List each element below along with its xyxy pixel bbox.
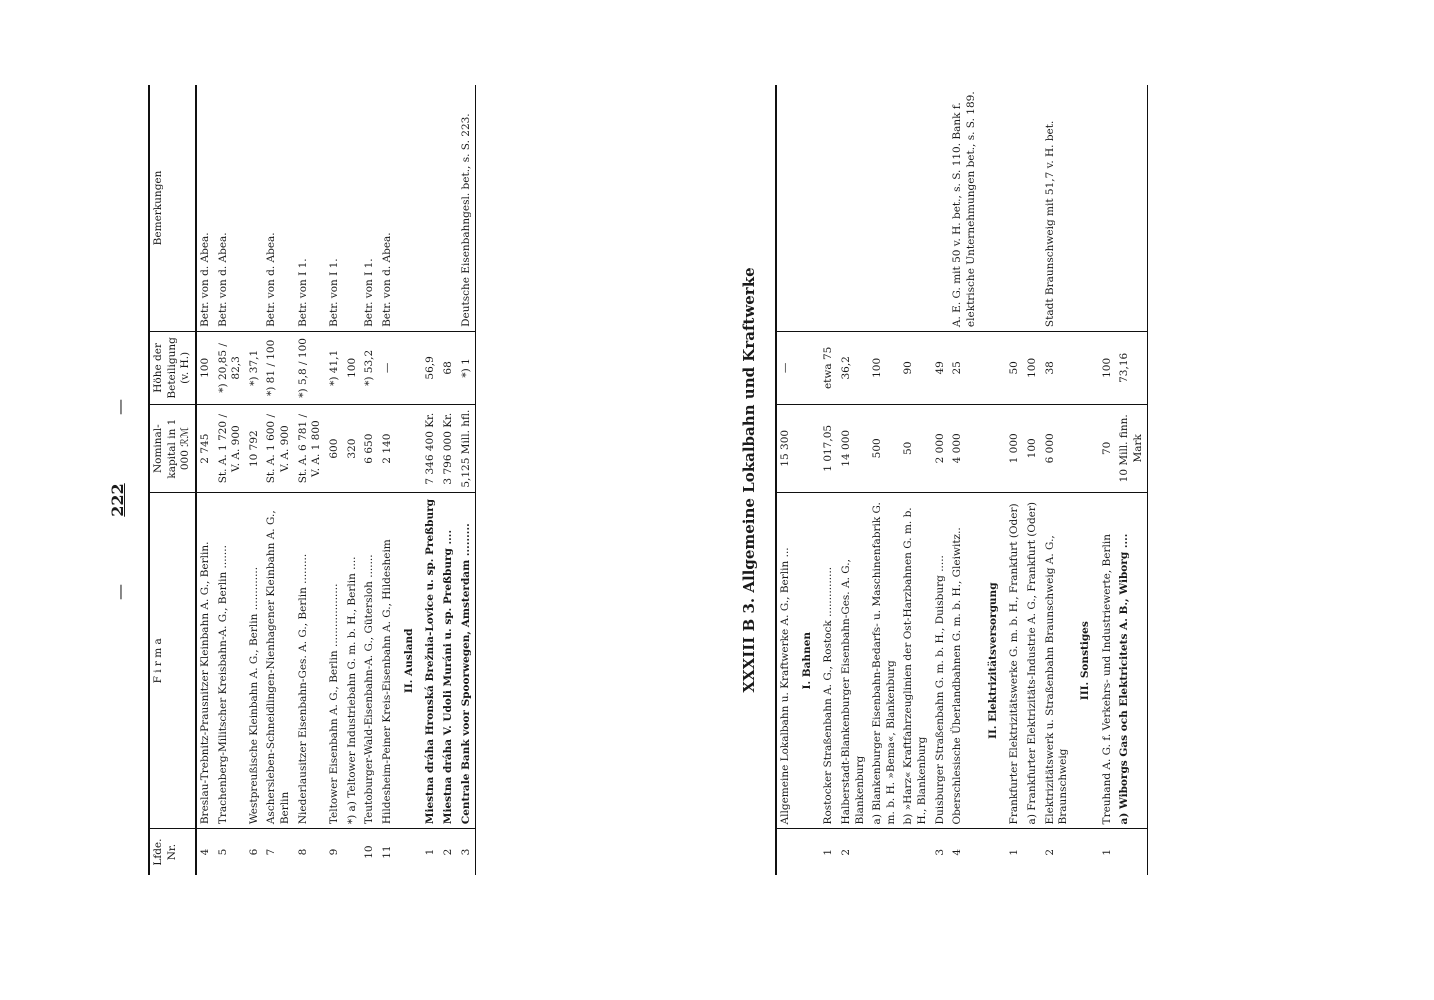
row-firma: Centrale Bank voor Spoorwegen, Amsterdam ......... [458,493,476,829]
row-nr [795,829,821,875]
row-hoehe: 49 [932,332,950,405]
row-hoehe: 25 [949,332,980,405]
row-hoehe: *) 5,8 / 100 [295,331,326,404]
digitization-sidebar [1408,0,1434,1000]
row-nr: 1 [422,829,440,875]
page-dash-left: — [110,584,129,600]
table-row [838,85,869,875]
row-kapital: 7 346 400 Kr. [422,404,440,493]
row-bemerkung: Betr. von d. Abea. [265,232,278,327]
row-firma: Niederlausitzer Eisenbahn-Ges. A. G., Berlin ......... [295,493,326,829]
row-kapital: 6 650 [361,404,379,493]
table-row [326,85,344,875]
row-hoehe: 100 [344,331,362,404]
section-heading: III. Sonstiges [1073,493,1099,829]
row-firma: Allgemeine Lokalbahn u. Kraftwerke A. G., Berlin ... [776,493,795,829]
page-dash-right: — [110,399,129,415]
row-bemerkung: A. E. G. mit 50 v. H. bet., s. S. 110. Bank f. elektrische Unternehmungen bet., s. S. 189. [951,91,978,328]
holdings-table-1 [148,85,476,875]
row-nr: 4 [949,829,980,875]
row-nr [344,829,362,875]
row-hoehe: 100 [1024,332,1042,405]
row-hoehe: *) 37,1 [246,331,264,404]
row-hoehe: 100 [1099,332,1117,405]
table-row [379,85,397,875]
table-body [196,85,476,875]
row-firma: Elektrizitätswerk u. Straßenbahn Braunschweig A. G., Braunschweig [1042,493,1073,829]
row-nr [1073,829,1099,875]
table-row [869,85,900,875]
row-hoehe: 50 [1006,332,1024,405]
row-kapital: 320 [344,404,362,493]
row-bemerkung [981,85,1007,332]
table-row [1006,85,1024,875]
row-hoehe: 73,16 [1116,332,1148,405]
row-kapital: 6 000 [1042,404,1073,492]
table-row [263,85,294,875]
table-row [196,85,215,875]
table-row [422,85,440,875]
row-bemerkung: Deutsche Eisenbahngesl. bet., s. S. 223. [458,85,476,331]
row-bemerkung [900,85,931,332]
row-nr: 8 [295,829,326,875]
table-body [776,85,1148,875]
row-firma: Breslau-Trebnitz-Prausnitzer Kleinbahn A. G., Berlin. [196,493,215,829]
row-bemerkung [1116,85,1148,332]
section-title: XXXIII B 3. Allgemeine Lokalbahn und Kraftwerke [740,267,758,693]
row-bemerkung: Stadt Braunschweig mit 51,7 v. H. bet. [1043,120,1056,328]
row-bemerkung [838,85,869,332]
row-hoehe [1073,332,1099,405]
row-firma: Miestna dráha V. Udoli Muráni u. sp. Preßburg .... [440,493,458,829]
row-bemerkung [795,85,821,332]
row-hoehe [981,332,1007,405]
row-bemerkung: Betr. von I 1. [296,258,309,327]
table-row [458,85,476,875]
row-bemerkung [820,85,838,332]
row-kapital [397,404,423,493]
row-hoehe: 68 [440,331,458,404]
table-row [932,85,950,875]
row-bemerkung [344,85,362,331]
row-nr: 10 [361,829,379,875]
row-kapital: 100 [1024,404,1042,492]
table-row [361,85,379,875]
row-nr: 3 [932,829,950,875]
row-kapital: 2 000 [932,404,950,492]
row-firma: Duisburger Straßenbahn G. m. b. H., Duisburg ..... [932,493,950,829]
table-row [1024,85,1042,875]
col-firma: F i r m a [149,493,196,829]
row-firma: a) Blankenburger Eisenbahn-Bedarfs- u. Maschinenfabrik G. m. b. H. »Bema«, Blankenburg [869,493,900,829]
row-bemerkung: Betr. von I 1. [363,258,376,327]
row-kapital: 50 [900,404,931,492]
row-kapital: 14 000 [838,404,869,492]
row-nr: 2 [1042,829,1073,875]
row-hoehe: 36,2 [838,332,869,405]
row-firma: Treuhand A. G. f. Verkehrs- und Industriewerte, Berlin [1099,493,1117,829]
table-row [1042,85,1073,875]
row-hoehe: *) 53,2 [361,331,379,404]
row-nr [1024,829,1042,875]
table-row [246,85,264,875]
row-hoehe: 100 [196,331,215,404]
row-kapital: 600 [326,404,344,493]
row-kapital [1073,404,1099,492]
row-hoehe: *) 1 [458,331,476,404]
row-hoehe: 90 [900,332,931,405]
row-kapital: 500 [869,404,900,492]
row-hoehe [397,331,423,404]
row-kapital: 2 140 [379,404,397,493]
section-heading: II. Ausland [397,493,423,829]
table-row [344,85,362,875]
row-nr: 7 [263,829,294,875]
table-row [440,85,458,875]
page-number: 222 [108,483,127,517]
row-nr: 2 [838,829,869,875]
row-firma: Teutoburger-Wald-Eisenbahn-A. G., Gütersloh ....... [361,493,379,829]
row-nr: 3 [458,829,476,875]
row-kapital: 10 Mill. finn. Mark [1116,404,1148,492]
row-nr [900,829,931,875]
row-kapital: 10 792 [246,404,264,493]
row-nr: 1 [1099,829,1117,875]
row-bemerkung [397,85,423,331]
table-row [900,85,931,875]
row-firma: Teltower Eisenbahn A. G., Berlin ................... [326,493,344,829]
row-nr [397,829,423,875]
row-nr: 9 [326,829,344,875]
row-bemerkung [1073,85,1099,332]
section-heading-row [795,85,821,875]
row-firma: Frankfurter Elektrizitätswerke G. m. b. H., Frankfurt (Oder) [1006,493,1024,829]
row-firma: *) a) Teltower Industriebahn G. m. b. H., Berlin .... [344,493,362,829]
row-nr: 11 [379,829,397,875]
row-bemerkung [932,85,950,332]
row-firma: Rostocker Straßenbahn A. G., Rostock ............... [820,493,838,829]
row-hoehe: 38 [1042,332,1073,405]
row-bemerkung: Betr. von I 1. [328,258,341,327]
row-kapital: 3 796 000 Kr. [440,404,458,493]
row-bemerkung: Betr. von d. Abea. [216,232,229,327]
row-hoehe: *) 41,1 [326,331,344,404]
row-hoehe: 100 [869,332,900,405]
row-firma: Westpreußische Kleinbahn A. G., Berlin ............. [246,493,264,829]
row-nr: 5 [215,829,246,875]
row-bemerkung [422,85,440,331]
row-nr [776,829,795,875]
row-kapital: 4 000 [949,404,980,492]
table-row [949,85,980,875]
row-hoehe: *) 20,85 / 82,3 [215,331,246,404]
row-kapital: 70 [1099,404,1117,492]
section-heading: II. Elektrizitätsversorgung [981,493,1007,829]
row-nr [869,829,900,875]
row-firma: b) »Harz« Kraftfahrzeuglinien der Ost-Harzbahnen G. m. b. H., Blankenburg [900,493,931,829]
table-row [820,85,838,875]
table-row [215,85,246,875]
table-row [776,85,795,875]
row-nr: 1 [1006,829,1024,875]
row-firma: a) Frankfurter Elektrizitäts-Industrie A. G., Frankfurt (Oder) [1024,493,1042,829]
col-nr: Lfde. Nr. [149,829,196,875]
row-nr: 2 [440,829,458,875]
row-nr: 1 [820,829,838,875]
col-hoehe: Höhe der Beteiligung (v. H.) [149,331,196,404]
row-kapital: 5,125 Mill. hfl. [458,404,476,493]
col-bemerkungen: Bemerkungen [149,85,196,331]
row-kapital: St. A. 1 720 / V. A. 900 [215,404,246,493]
row-hoehe: etwa 75 [820,332,838,405]
row-kapital: 1 000 [1006,404,1024,492]
row-hoehe: — [776,332,795,405]
row-nr [981,829,1007,875]
row-kapital: 2 745 [196,404,215,493]
row-nr [1116,829,1148,875]
row-hoehe: *) 81 / 100 [263,331,294,404]
row-bemerkung [869,85,900,332]
row-firma: Hildesheim-Peiner Kreis-Eisenbahn A. G., Hildesheim [379,493,397,829]
row-bemerkung: Betr. von d. Abea. [380,232,393,327]
table-row [1116,85,1148,875]
section-heading-row [981,85,1007,875]
row-bemerkung [246,85,264,331]
row-kapital [795,404,821,492]
section-heading: I. Bahnen [795,493,821,829]
section-heading-row [397,85,423,875]
row-kapital: 15 300 [776,404,795,492]
row-nr: 6 [246,829,264,875]
row-bemerkung [440,85,458,331]
row-kapital: 1 017,05 [820,404,838,492]
row-bemerkung [1024,85,1042,332]
row-firma: Halberstadt-Blankenburger Eisenbahn-Ges. A. G., Blankenburg [838,493,869,829]
row-nr: 4 [196,829,215,875]
row-bemerkung [1006,85,1024,332]
row-hoehe: — [379,331,397,404]
row-hoehe: 56,9 [422,331,440,404]
row-firma: Trachenberg-Militscher Kreisbahn-A. G., Berlin ....... [215,493,246,829]
row-bemerkung [776,85,795,332]
row-firma: Miestna dráha Hronská Brežnia-Lovice u. sp. Preßburg [422,493,440,829]
row-firma: Oberschlesische Überlandbahnen G. m. b. H., Gleiwitz.. [949,493,980,829]
row-firma: Aschersleben-Schneidlingen-Nienhagener Kleinbahn A. G., Berlin [263,493,294,829]
row-hoehe [795,332,821,405]
row-firma: a) Wiborgs Gas och Elektricitets A. B., Wiborg .... [1116,493,1148,829]
section-heading-row [1073,85,1099,875]
row-bemerkung [1099,85,1117,332]
holdings-table-2 [775,85,1148,875]
table-row [1099,85,1117,875]
row-kapital [981,404,1007,492]
row-bemerkung: Betr. von d. Abea. [198,232,211,327]
table-row [295,85,326,875]
table-header [149,85,196,875]
col-kapital: Nominal- kapital in 1 000 ℛℳ [149,404,196,493]
row-kapital: St. A. 1 600 / V. A. 900 [263,404,294,493]
row-kapital: St. A. 6 781 / V. A. 1 800 [295,404,326,493]
